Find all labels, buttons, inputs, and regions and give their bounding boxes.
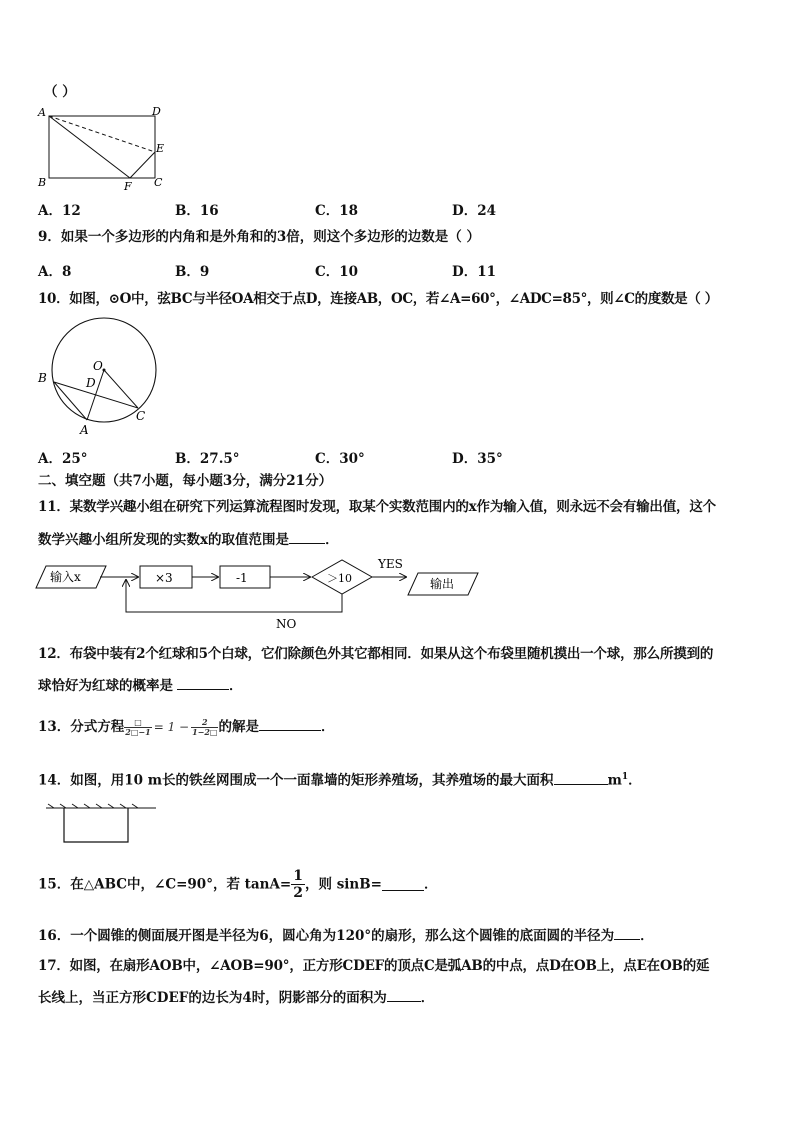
output-label: 输出 <box>430 577 455 591</box>
q10-option-d: D．35° <box>452 451 503 467</box>
q15-line <box>38 868 437 901</box>
q16-end: ． <box>640 928 654 944</box>
line-af <box>49 116 130 178</box>
q17-line2-text: 长线上，当正方形CDEF的边长为4时，阴影部分的面积为 <box>38 990 387 1006</box>
no-label: NO <box>276 617 297 631</box>
line-ae <box>49 116 155 152</box>
q14-unit: m <box>607 772 622 789</box>
multiply-label: ×3 <box>155 571 173 585</box>
q10-option-b: B．27.5° <box>175 451 240 467</box>
q12-line2-text: 球恰好为红球的概率是 <box>38 678 173 694</box>
q15-den: 2 <box>293 885 303 901</box>
q17-line1: 17．如图，在扇形AOB中，∠AOB=90°，正方形CDEF的顶点C是弧AB的中点，点D在OB上，点E在OB的延 <box>38 958 710 974</box>
q13-end: ． <box>320 719 335 735</box>
q15-prefix: 15．在△ABC中，∠C=90°，若 tanA= <box>38 876 292 893</box>
subtract-label: -1 <box>236 571 248 585</box>
section-heading: 二、填空题（共7小题，每小题3分，满分21分） <box>38 473 333 489</box>
q17-answer-blank[interactable] <box>387 989 421 1002</box>
q15-answer-blank[interactable] <box>382 878 424 891</box>
label-b: B <box>38 176 47 189</box>
q12-answer-blank[interactable] <box>177 677 229 690</box>
label-f: F <box>124 180 132 193</box>
q13-fraction-2 <box>191 718 218 737</box>
q16-answer-blank[interactable] <box>614 927 640 940</box>
q9-text: 9．如果一个多边形的内角和是外角和的3倍，则这个多边形的边数是（ ） <box>38 229 480 245</box>
q13-f1-den: 2□−1 <box>125 727 151 737</box>
label-a: A <box>38 106 46 119</box>
q11-line2 <box>38 531 339 548</box>
q14-wall-figure <box>42 798 160 846</box>
q15-num: 1 <box>293 868 303 884</box>
rectangle-fence <box>64 808 128 842</box>
label-e: E <box>156 142 165 155</box>
chord-ab <box>54 382 87 420</box>
q16-text: 16．一个圆锥的侧面展开图是半径为6，圆心角为120°的扇形，那么这个圆锥的底面圆的半径为 <box>38 928 615 944</box>
q10-option-a: A．25° <box>38 451 88 467</box>
q13-prefix: 13．分式方程 <box>38 719 125 735</box>
q9-option-b: B．9 <box>175 264 210 280</box>
q10-text: 10．如图，⊙O中，弦BC与半径OA相交于点D，连接AB，OC，若∠A=60°，∠ADC=85°，则∠C的度数是（ ） <box>38 291 718 307</box>
label-c: C <box>136 409 146 423</box>
q13-line <box>38 718 334 737</box>
q9-option-a: A．8 <box>38 264 72 280</box>
q12-line1: 12．布袋中装有2个红球和5个白球，它们除颜色外其它都相同．如果从这个布袋里随机摸出一个球，那么所摸到的 <box>38 646 714 662</box>
q13-fraction-1 <box>124 718 151 737</box>
q12-end: ． <box>229 678 243 694</box>
q8-option-c: C．18 <box>315 203 359 219</box>
q8-option-a: A．12 <box>38 203 81 219</box>
q11-line2-text: 数学兴趣小组所发现的实数x的取值范围是 <box>38 532 290 548</box>
q11-answer-blank[interactable] <box>289 531 325 544</box>
q14-unit-exponent: 1 <box>621 772 629 782</box>
q13-answer-blank[interactable] <box>259 718 321 731</box>
label-a: A <box>80 423 89 437</box>
q13-suffix: 的解是 <box>218 719 259 735</box>
q8-option-b: B．16 <box>175 203 219 219</box>
yes-label: YES <box>378 557 403 571</box>
q12-line2 <box>38 677 243 694</box>
q14-line <box>38 769 642 789</box>
q10-circle-figure <box>34 316 164 440</box>
q15-fraction <box>291 868 305 901</box>
condition-label: ＞10 <box>327 572 352 585</box>
input-label: 输入x <box>50 570 81 584</box>
q11-end: ． <box>325 532 339 548</box>
answer-paren: （ ） <box>44 84 76 100</box>
label-c: C <box>154 176 163 189</box>
label-b: B <box>38 371 47 385</box>
q13-equals: = 1 − <box>153 720 190 734</box>
q14-answer-blank[interactable] <box>554 772 608 785</box>
q17-end: ． <box>420 990 435 1006</box>
q10-option-c: C．30° <box>315 451 365 467</box>
q13-f2-den: 1−2□ <box>192 727 218 737</box>
chord-bc <box>54 382 138 408</box>
q9-option-c: C．10 <box>315 264 359 280</box>
q9-option-d: D．11 <box>452 264 496 280</box>
q17-line2 <box>38 989 434 1006</box>
label-d: D <box>152 105 161 118</box>
label-d: D <box>86 376 96 390</box>
q13-f1-num: □ <box>124 718 151 728</box>
q11-line1: 11．某数学兴趣小组在研究下列运算流程图时发现，取某个实数范围内的x作为输入值，则永远不会有输出值，这个 <box>38 499 716 515</box>
q13-f2-num: 2 <box>191 718 218 728</box>
line-fe <box>130 152 155 178</box>
q8-option-d: D．24 <box>452 203 496 219</box>
q8-figure <box>34 104 174 196</box>
flowchart <box>34 554 484 632</box>
q15-middle: ，则 sinB= <box>305 876 382 893</box>
q15-end: ． <box>423 876 438 893</box>
q14-end: ． <box>628 772 642 789</box>
label-o: O <box>93 359 103 373</box>
q14-text: 14．如图，用10 m长的铁丝网围成一个一面靠墙的矩形养殖场，其养殖场的最大面积 <box>38 772 554 789</box>
q16-line <box>38 927 654 944</box>
